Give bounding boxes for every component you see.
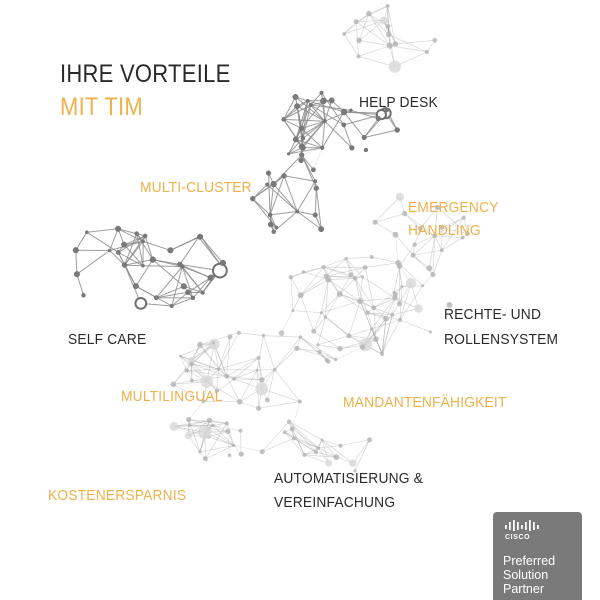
network-node (121, 242, 126, 247)
network-node (294, 346, 299, 351)
network-link (297, 348, 336, 359)
network-node (387, 43, 393, 49)
network-link (274, 184, 298, 211)
network-node (325, 358, 329, 362)
label-automation-line-2: VEREINFACHUNG (274, 494, 396, 511)
network-node (186, 417, 191, 422)
network-link (257, 336, 263, 371)
network-link (110, 229, 119, 251)
headline (60, 58, 231, 124)
network-link (355, 440, 370, 471)
network-link (349, 301, 360, 336)
network-node (74, 271, 80, 277)
network-link (396, 235, 399, 263)
network-node (325, 277, 331, 283)
network-link (282, 311, 293, 333)
network-node (299, 126, 304, 131)
network-node (323, 119, 327, 123)
network-node (293, 137, 298, 142)
network-link (395, 40, 434, 44)
network-link (125, 234, 137, 266)
network-link (87, 229, 118, 232)
network-node (371, 305, 376, 310)
network-node (341, 109, 347, 115)
network-node (380, 17, 388, 25)
network-node (363, 265, 368, 270)
network-node (313, 213, 318, 218)
network-node (213, 264, 227, 278)
network-node (265, 183, 269, 187)
network-node (85, 231, 88, 234)
network-link (264, 336, 275, 370)
network-node (430, 272, 435, 277)
network-link (274, 155, 302, 184)
network-node (289, 275, 293, 279)
network-link (275, 337, 301, 370)
network-node (260, 449, 265, 454)
network-link (413, 255, 429, 268)
network-node (362, 135, 367, 140)
label-emergency-line-1: EMERGENCY (408, 199, 499, 216)
network-link (239, 333, 264, 336)
network-node (316, 446, 320, 450)
network-node (311, 168, 315, 172)
network-node (334, 358, 338, 362)
network-node (302, 270, 306, 274)
network-node (324, 316, 327, 319)
network-node (306, 99, 309, 102)
network-node (373, 336, 379, 342)
network-node (225, 421, 229, 425)
network-node (432, 38, 437, 43)
network-node (320, 311, 323, 314)
network-node (309, 103, 313, 107)
network-link (284, 176, 315, 181)
network-link (301, 276, 326, 295)
network-link (145, 236, 153, 260)
cisco-logo-icon (505, 520, 539, 532)
network-node (207, 418, 212, 423)
network-node (298, 400, 302, 404)
network-node (135, 232, 139, 236)
network-link (344, 34, 358, 56)
network-node (211, 424, 214, 427)
network-node (311, 329, 316, 334)
network-node (361, 275, 364, 278)
label-cost-savings: KOSTENERSPARNIS (48, 487, 187, 504)
network-link (313, 148, 322, 170)
network-node (232, 444, 235, 447)
network-link (269, 173, 271, 215)
network-node (325, 460, 332, 467)
network-node (356, 54, 360, 58)
network-node (359, 338, 372, 351)
network-node (329, 98, 334, 103)
network-node (197, 342, 203, 348)
network-node (141, 264, 144, 267)
network-link (209, 437, 234, 446)
label-emergency-line-2: HANDLING (408, 222, 481, 239)
network-node (400, 285, 403, 288)
cisco-brand-text: CISCO (505, 534, 531, 541)
network-link (301, 280, 329, 296)
network-link (300, 337, 335, 359)
network-node (185, 432, 193, 440)
network-node (395, 128, 400, 133)
network-node (294, 103, 299, 108)
network-node (150, 257, 156, 263)
network-node (321, 438, 324, 441)
network-link (136, 286, 156, 298)
network-node (356, 38, 362, 44)
network-node (298, 292, 304, 298)
label-multitenancy: MANDANTENFÄHIGKEIT (343, 394, 507, 411)
network-link (118, 229, 145, 236)
network-link (400, 286, 423, 320)
network-node (296, 210, 299, 213)
label-multilingual: MULTILINGUAL (121, 388, 223, 405)
network-node (299, 153, 304, 158)
network-node (393, 292, 398, 297)
network-node (275, 226, 278, 229)
network-node (201, 375, 214, 388)
network-link (400, 320, 430, 332)
network-link (77, 274, 84, 295)
network-link (433, 250, 442, 274)
network-link (291, 277, 293, 311)
network-link (262, 438, 294, 451)
network-link (341, 440, 370, 446)
network-link (374, 294, 395, 308)
badge-solution: Solution (503, 568, 549, 582)
network-link (328, 278, 355, 279)
network-link (328, 280, 360, 302)
network-node (237, 399, 243, 405)
network-node (386, 32, 391, 37)
network-node (265, 398, 270, 403)
label-automation-line-1: AUTOMATISIERUNG & (274, 470, 424, 487)
network-link (219, 358, 259, 370)
network-node (320, 91, 324, 95)
network-node (181, 284, 187, 290)
network-node (366, 11, 372, 17)
network-node (220, 260, 226, 266)
network-node (367, 437, 372, 442)
network-link (325, 101, 332, 122)
network-node (255, 382, 268, 395)
network-link (241, 431, 242, 455)
network-node (344, 257, 347, 260)
network-node (429, 331, 432, 334)
network-node (398, 318, 402, 322)
network-link (253, 185, 268, 199)
network-node (203, 456, 208, 461)
network-node (224, 374, 229, 379)
label-rights-line-2: ROLLENSYSTEM (444, 331, 559, 348)
network-link (314, 313, 322, 332)
network-node (386, 4, 390, 8)
network-node (389, 60, 401, 72)
network-node (198, 426, 211, 439)
network-link (172, 298, 193, 306)
network-node (348, 272, 353, 277)
network-node (190, 379, 194, 383)
network-node (370, 255, 374, 259)
network-node (283, 430, 287, 434)
network-node (273, 368, 277, 372)
network-node (268, 222, 273, 227)
network-node (188, 424, 191, 427)
network-node (217, 368, 220, 371)
network-link (262, 422, 289, 452)
network-link (325, 317, 349, 335)
network-node (390, 313, 394, 317)
network-node (440, 248, 444, 252)
network-node (266, 171, 271, 176)
network-node (406, 278, 416, 288)
network-node (346, 333, 351, 338)
network-link (353, 440, 370, 463)
network-link (199, 237, 222, 266)
network-node (364, 148, 368, 152)
network-node (353, 276, 357, 280)
network-node (282, 173, 287, 178)
network-node (337, 346, 342, 351)
network-node (300, 145, 306, 151)
label-rights-line-1: RECHTE- UND (444, 306, 542, 323)
network-link (365, 268, 374, 308)
network-node (342, 32, 346, 36)
network-link (76, 232, 87, 250)
network-node (154, 296, 158, 300)
network-link (362, 277, 395, 298)
network-link (372, 257, 398, 263)
network-node (142, 240, 145, 243)
network-node (208, 275, 214, 281)
network-node (350, 109, 353, 112)
network-node (133, 283, 138, 288)
network-link (375, 222, 396, 235)
network-node (393, 41, 399, 47)
network-node (339, 444, 343, 448)
network-link (77, 251, 110, 275)
network-link (359, 40, 390, 45)
network-node (426, 265, 432, 271)
network-node (191, 296, 195, 300)
network-node (402, 211, 407, 216)
network-link (324, 259, 347, 268)
network-link (344, 115, 382, 125)
network-link (291, 277, 301, 295)
network-node (372, 220, 377, 225)
badge-preferred: Preferred (503, 554, 556, 568)
network-link (301, 295, 314, 331)
network-node (317, 350, 321, 354)
network-link (318, 446, 340, 448)
network-node (421, 284, 424, 287)
network-link (292, 402, 300, 429)
network-link (76, 250, 77, 274)
network-link (201, 237, 223, 263)
network-node (232, 377, 236, 381)
network-node (228, 454, 232, 458)
network-node (319, 226, 324, 231)
network-node (268, 213, 272, 217)
network-link (275, 348, 297, 369)
network-node (370, 327, 373, 330)
network-node (212, 341, 215, 344)
network-node (82, 293, 86, 297)
network-node (360, 345, 365, 350)
network-link (234, 370, 257, 379)
network-link (227, 337, 230, 377)
network-node (135, 298, 146, 309)
network-node (314, 450, 318, 454)
network-node (380, 351, 384, 355)
network-node (259, 377, 264, 382)
network-node (291, 309, 294, 312)
network-node (393, 232, 399, 238)
network-node (376, 116, 381, 121)
network-link (219, 337, 230, 369)
network-node (383, 316, 389, 322)
network-node (197, 236, 200, 239)
label-help-desk: HELP DESK (359, 94, 438, 111)
network-node (414, 304, 423, 313)
network-node (292, 436, 296, 440)
network-node (170, 422, 179, 431)
network-node (179, 355, 182, 358)
network-node (397, 263, 403, 269)
network-link (346, 257, 372, 259)
badge-partner: Partner (503, 582, 544, 596)
network-link (275, 370, 300, 402)
network-node (411, 253, 416, 258)
network-node (143, 234, 147, 238)
label-multi-cluster: MULTI-CLUSTER (140, 179, 252, 196)
network-node (189, 362, 193, 366)
network-node (209, 339, 220, 350)
network-link (227, 358, 259, 377)
network-node (180, 265, 184, 269)
network-node (262, 334, 265, 337)
network-node (228, 334, 233, 339)
network-node (413, 242, 417, 246)
network-node (116, 250, 120, 254)
network-node (314, 186, 319, 191)
network-link (259, 402, 300, 409)
network-node (316, 343, 319, 346)
network-node (333, 454, 339, 460)
network-node (186, 290, 191, 295)
network-node (342, 123, 346, 127)
network-node (282, 117, 286, 121)
network-node (354, 19, 359, 24)
network-node (314, 180, 317, 183)
network-link (297, 106, 325, 121)
network-link (297, 181, 315, 211)
network-node (302, 453, 306, 457)
network-node (365, 310, 370, 315)
network-node (201, 291, 205, 295)
network-node (185, 368, 189, 372)
network-link (315, 188, 316, 215)
headline-line-2: MIT TIM (60, 93, 143, 121)
network-node (293, 94, 298, 99)
network-node (198, 450, 201, 453)
network-link (325, 121, 352, 148)
network-link (365, 263, 398, 268)
network-node (257, 356, 261, 360)
network-link (360, 301, 372, 329)
cisco-partner-badge (493, 512, 582, 600)
network-link (125, 265, 143, 266)
network-link (291, 267, 324, 277)
network-node (386, 24, 391, 29)
network-node (301, 136, 305, 140)
network-node (256, 369, 259, 372)
network-node (108, 249, 111, 252)
network-node (73, 247, 79, 253)
network-node (225, 429, 230, 434)
network-node (256, 406, 261, 411)
network-node (425, 50, 429, 54)
network-link (267, 370, 274, 401)
network-node (320, 146, 324, 150)
network-link (349, 329, 372, 336)
network-node (321, 265, 325, 269)
network-node (320, 98, 326, 104)
network-node (349, 459, 357, 467)
network-link (325, 294, 339, 317)
network-node (350, 146, 355, 151)
network-node (290, 426, 295, 431)
network-node (239, 429, 243, 433)
network-node (170, 304, 174, 308)
network-node (168, 248, 174, 254)
network-node (397, 301, 402, 306)
network-node (115, 226, 121, 232)
network-node (279, 330, 285, 336)
network-node (299, 158, 304, 163)
network-node (357, 298, 363, 304)
network-node (337, 291, 343, 297)
network-node (287, 420, 291, 424)
network-node (271, 181, 277, 187)
network-link (240, 402, 259, 409)
headline-line-1: IHRE VORTEILE (60, 60, 231, 88)
network-node (272, 230, 276, 234)
network-node (122, 263, 127, 268)
network-node (287, 153, 290, 156)
label-self-care: SELF CARE (68, 331, 147, 348)
network-link (394, 266, 400, 292)
network-node (396, 193, 404, 201)
network-node (237, 331, 241, 335)
network-node (299, 335, 303, 339)
network-node (239, 452, 244, 457)
